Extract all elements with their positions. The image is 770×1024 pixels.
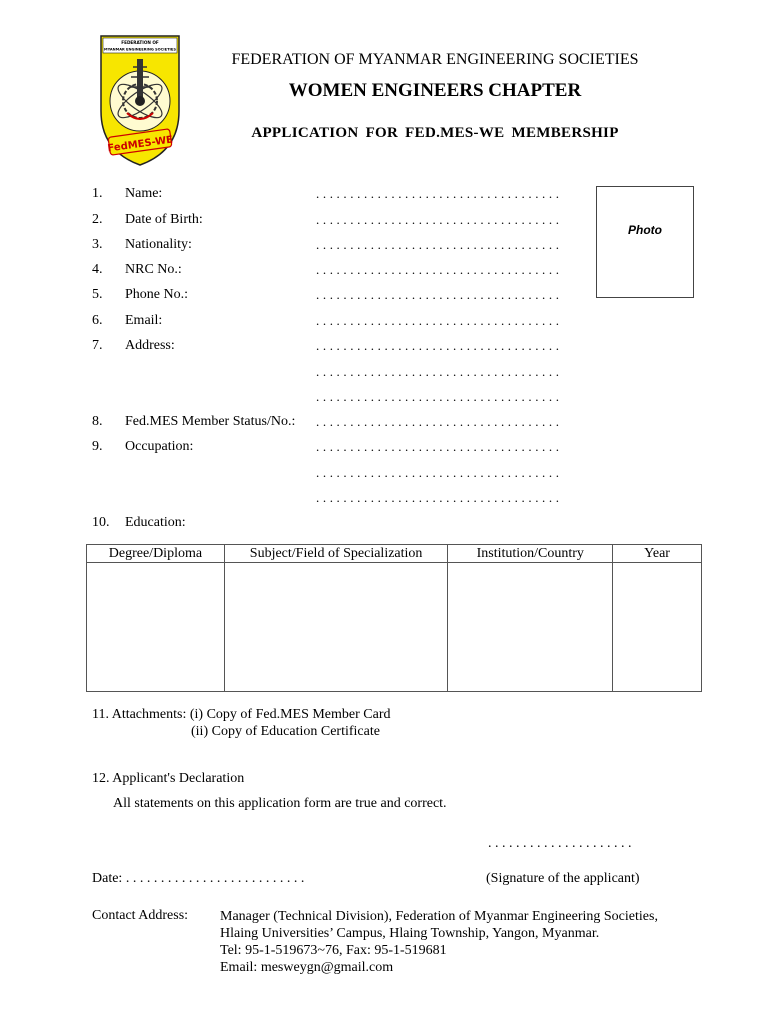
- table-row: [87, 563, 702, 692]
- field-number: 1.: [92, 186, 103, 201]
- field-label-nationality: Nationality:: [125, 237, 192, 252]
- specialization-cell[interactable]: [224, 563, 448, 692]
- year-cell[interactable]: [613, 563, 702, 692]
- field-label-nrc: NRC No.:: [125, 262, 182, 277]
- logo-text-sub: MYANMAR ENGINEERING SOCIETIES: [104, 47, 176, 52]
- occupation-field-line-3[interactable]: ....................................: [316, 490, 563, 505]
- column-header: Subject/Field of Specialization: [224, 545, 448, 563]
- nrc-field[interactable]: ....................................: [316, 262, 563, 277]
- field-number: 5.: [92, 287, 103, 302]
- form-title: APPLICATION FOR FED.MES-WE MEMBERSHIP: [251, 125, 619, 141]
- field-number: 9.: [92, 439, 103, 454]
- field-number: 8.: [92, 414, 103, 429]
- field-label-member-status: Fed.MES Member Status/No.:: [125, 414, 296, 429]
- contact-line: Manager (Technical Division), Federation of Myanmar Engineering Societies,: [220, 909, 658, 924]
- address-field-line-2[interactable]: ....................................: [316, 364, 563, 379]
- education-table: [86, 544, 702, 692]
- org-name: FEDERATION OF MYANMAR ENGINEERING SOCIETIES: [231, 51, 639, 68]
- occupation-field-line-2[interactable]: ....................................: [316, 465, 563, 480]
- column-header: Degree/Diploma: [87, 545, 225, 563]
- field-number: 4.: [92, 262, 103, 277]
- field-number: 3.: [92, 237, 103, 252]
- address-field-line-3[interactable]: ....................................: [316, 389, 563, 404]
- signature-caption: (Signature of the applicant): [486, 871, 640, 886]
- phone-field[interactable]: ....................................: [316, 287, 563, 302]
- photo-box[interactable]: [596, 186, 694, 298]
- contact-line: Hlaing Universities’ Campus, Hlaing Township, Yangon, Myanmar.: [220, 926, 600, 941]
- contact-label: Contact Address:: [92, 908, 189, 923]
- attachments-line-2: (ii) Copy of Education Certificate: [191, 724, 380, 739]
- photo-label: Photo: [628, 223, 662, 237]
- field-label-address: Address:: [125, 338, 175, 353]
- email-field[interactable]: ....................................: [316, 313, 563, 328]
- contact-address-block: [220, 908, 658, 976]
- date-field[interactable]: Date: . . . . . . . . . . . . . . . . . . . . . . . . . .: [92, 871, 305, 886]
- member-status-field[interactable]: ....................................: [316, 414, 563, 429]
- field-label-name: Name:: [125, 186, 163, 201]
- field-number: 6.: [92, 313, 103, 328]
- dob-field[interactable]: ....................................: [316, 212, 563, 227]
- attachments-line-1: 11. Attachments: (i) Copy of Fed.MES Member Card: [92, 707, 391, 722]
- field-label-email: Email:: [125, 313, 163, 328]
- fedmes-we-logo: [97, 33, 183, 168]
- declaration-title: 12. Applicant's Declaration: [92, 771, 245, 786]
- column-header: Institution/Country: [448, 545, 613, 563]
- chapter-name: WOMEN ENGINEERS CHAPTER: [288, 80, 582, 101]
- table-header-row: [87, 545, 702, 563]
- signature-field[interactable]: . . . . . . . . . . . . . . . . . . . . .: [488, 836, 632, 851]
- name-field[interactable]: ....................................: [316, 186, 563, 201]
- field-label-education: Education:: [125, 515, 186, 530]
- column-header: Year: [613, 545, 702, 563]
- address-field-line-1[interactable]: ....................................: [316, 338, 563, 353]
- field-number: 10.: [92, 515, 110, 530]
- contact-email[interactable]: Email: mesweygn@gmail.com: [220, 960, 394, 975]
- logo-text-top: FEDERATION OF: [121, 40, 159, 45]
- logo-banner-text: FedMES-WE: [106, 134, 174, 155]
- field-label-occupation: Occupation:: [125, 439, 194, 454]
- field-number: 7.: [92, 338, 103, 353]
- field-label-dob: Date of Birth:: [125, 212, 203, 227]
- declaration-text: All statements on this application form are true and correct.: [113, 796, 447, 811]
- nationality-field[interactable]: ....................................: [316, 237, 563, 252]
- contact-phone: Tel: 95-1-519673~76, Fax: 95-1-519681: [220, 943, 447, 958]
- institution-cell[interactable]: [448, 563, 613, 692]
- occupation-field-line-1[interactable]: ....................................: [316, 439, 563, 454]
- field-label-phone: Phone No.:: [125, 287, 188, 302]
- degree-cell[interactable]: [87, 563, 225, 692]
- field-number: 2.: [92, 212, 103, 227]
